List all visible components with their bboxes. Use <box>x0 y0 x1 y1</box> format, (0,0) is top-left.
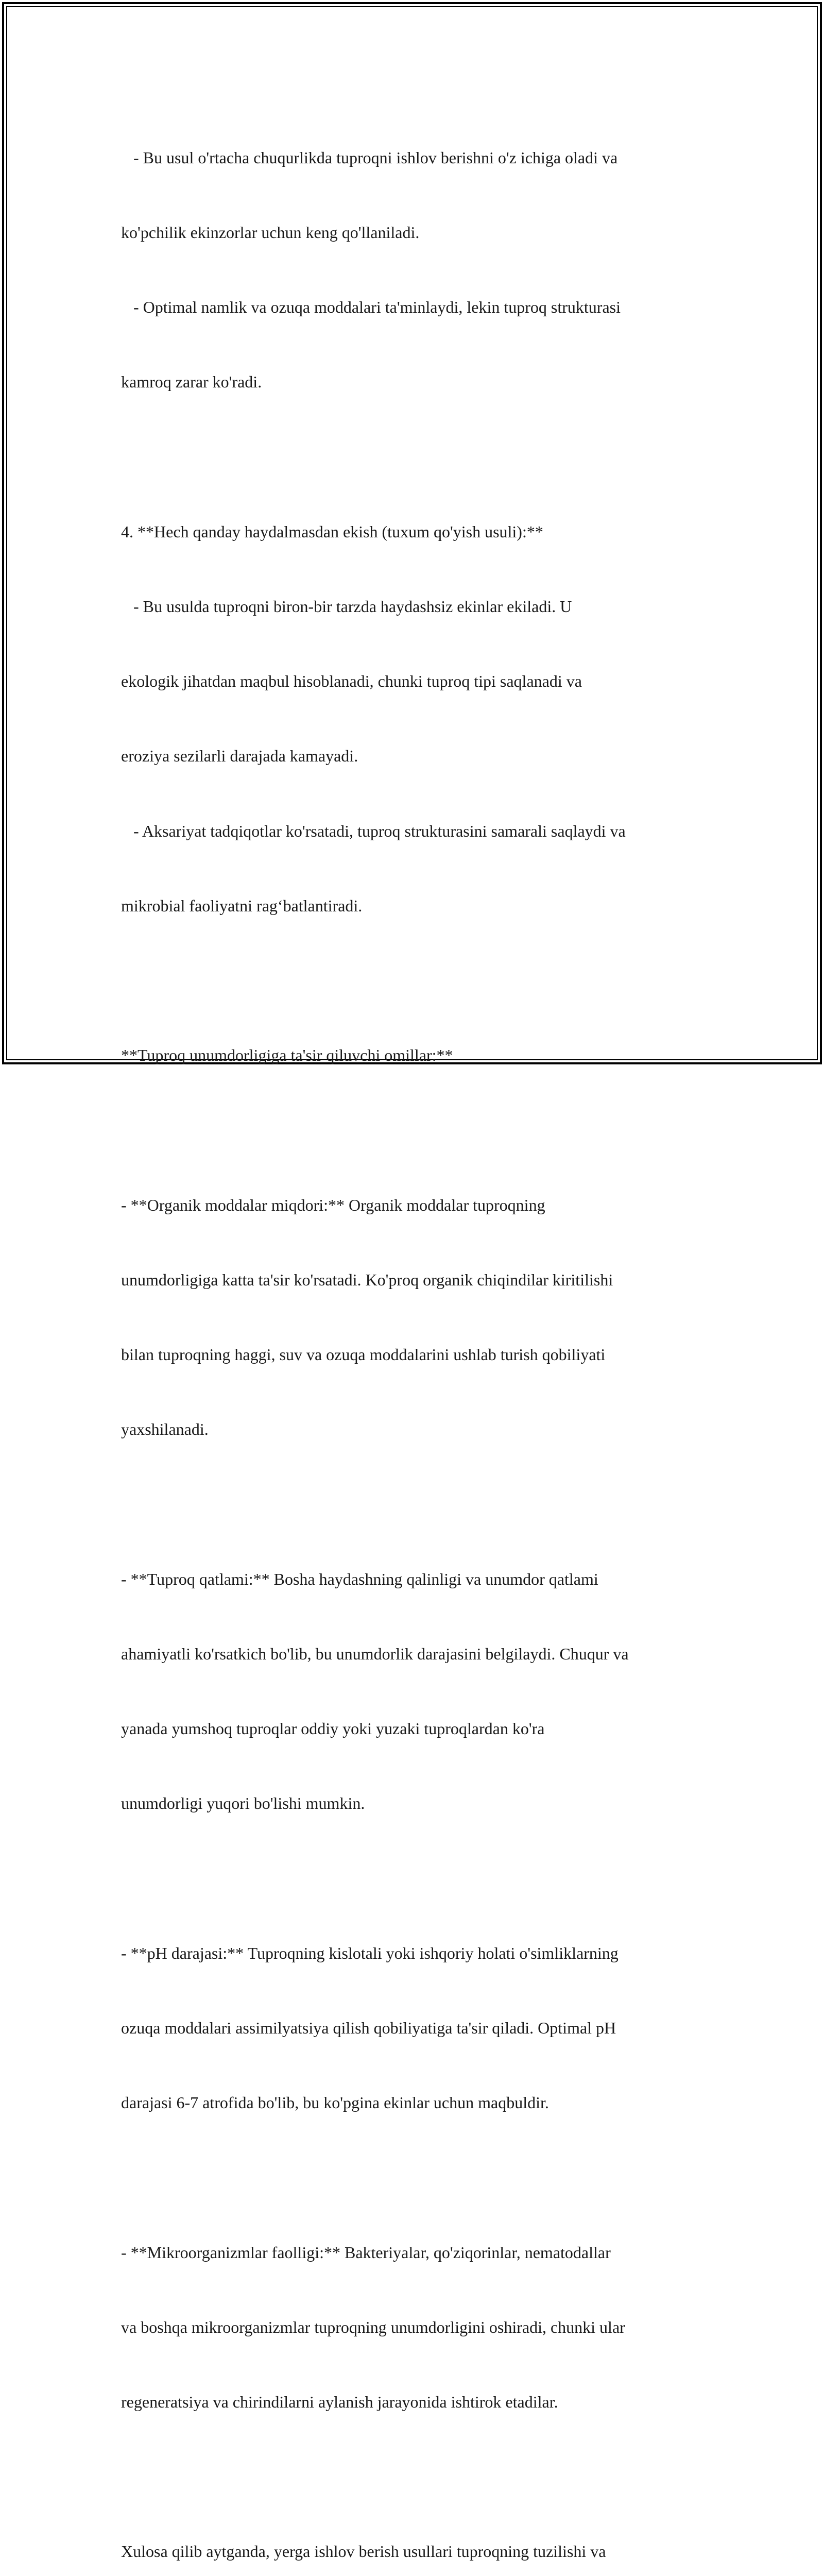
blank-line <box>121 1117 711 1142</box>
text-line: - Bu usul o'rtacha chuqurlikda tuproqni ishlov berishni o'z ichiga oladi va <box>121 148 618 167</box>
text-line: kamroq zarar ko'radi. <box>121 372 262 392</box>
text-line: Xulosa qilib aytganda, yerga ishlov berish usullari tuproqning tuzilishi va <box>121 2542 606 2561</box>
text-line: eroziya sezilarli darajada kamayadi. <box>121 747 358 766</box>
text-line: darajasi 6-7 atrofida bo'lib, bu ko'pgina ekinlar uchun maqbuldir. <box>121 2093 549 2112</box>
blank-line <box>121 1492 711 1516</box>
text-line: - Aksariyat tadqiqotlar ko'rsatadi, tuproq strukturasini samarali saqlaydi va <box>121 821 626 840</box>
text-line: - **Tuproq qatlami:** Bosha haydashning qalinligi va unumdor qatlami <box>121 1569 598 1588</box>
section-heading: **Tuproq unumdorligiga ta'sir qiluvchi omillar:** <box>121 1046 453 1065</box>
blank-line <box>121 968 711 993</box>
blank-line <box>121 2464 711 2489</box>
text-line: ko'pchilik ekinzorlar uchun keng qo'llaniladi. <box>121 223 420 242</box>
text-line: va boshqa mikroorganizmlar tuproqning unumdorligini oshiradi, chunki ular <box>121 2317 625 2336</box>
text-line: ahamiyatli ko'rsatkich bo'lib, bu unumdorlik darajasini belgilaydi. Chuqur va <box>121 1644 629 1663</box>
blank-line <box>121 2165 711 2190</box>
text-line: - **Mikroorganizmlar faolligi:** Bakteriyalar, qo'ziqorinlar, nematodallar <box>121 2243 611 2262</box>
text-line: bilan tuproqning haggi, suv va ozuqa moddalarini ushlab turish qobiliyati <box>121 1345 606 1364</box>
text-line: ozuqa moddalari assimilyatsiya qilish qobiliyatiga ta'sir qiladi. Optimal pH <box>121 2018 616 2037</box>
text-line: unumdorligi yuqori bo'lishi mumkin. <box>121 1794 365 1813</box>
blank-line <box>121 1866 711 1890</box>
section-heading: 4. **Hech qanday haydalmasdan ekish (tuxum qo'yish usuli):** <box>121 522 543 541</box>
text-line: yaxshilanadi. <box>121 1420 209 1439</box>
text-line: yanada yumshoq tuproqlar oddiy yoki yuzaki tuproqlardan ko'ra <box>121 1719 545 1738</box>
text-line: mikrobial faoliyatni rag‘batlantiradi. <box>121 896 363 915</box>
text-line: - **pH darajasi:** Tuproqning kislotali yoki ishqoriy holati o'simliklarning <box>121 1943 619 1962</box>
document-body <box>121 95 711 2576</box>
text-line: unumdorligiga katta ta'sir ko'rsatadi. Ko'proq organik chiqindilar kiritilishi <box>121 1270 613 1289</box>
text-line: - Bu usulda tuproqni biron-bir tarzda haydashsiz ekinlar ekiladi. U <box>121 597 572 616</box>
text-line: ekologik jihatdan maqbul hisoblanadi, chunki tuproq tipi saqlanadi va <box>121 672 582 691</box>
text-line: - **Organik moddalar miqdori:** Organik moddalar tuproqning <box>121 1195 545 1214</box>
blank-line <box>121 445 711 469</box>
text-line: - Optimal namlik va ozuqa moddalari ta'minlaydi, lekin tuproq strukturasi <box>121 298 621 317</box>
text-line: regeneratsiya va chirindilarni aylanish jarayonida ishtirok etadilar. <box>121 2392 558 2411</box>
